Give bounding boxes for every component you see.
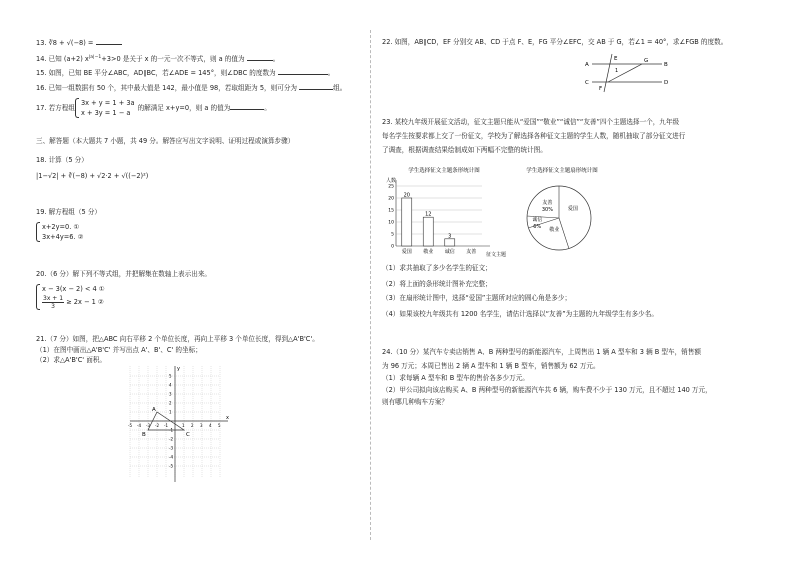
vertex-a-label: A [152, 407, 156, 413]
question-14: 14. 已知 (a+2) $x^{|a|-1}+3>0$ 是关于 x 的一元一次不等式，则 a 的值为 。 [36, 55, 280, 64]
section-three-heading: 三、解答题（本大题共 7 小题，共 49 分。解答应写出文字说明、证明过程或演算步骤） [36, 137, 295, 145]
question-24-line1: 24.（10 分）某汽车专卖店销售 A、B 两种型号的新能源汽车，上周售出 1 辆 A 型车和 3 辆 B 型车，销售额 [382, 348, 701, 356]
pie-chart [517, 166, 607, 258]
question-18-expr: |1−√2| + ∛(−8) + √2·2 + √((−2)²) [36, 172, 149, 180]
category-label: 敬业 [423, 249, 434, 255]
vertex-c-label: C [186, 432, 190, 438]
category-label: 爱国 [401, 249, 412, 255]
y-axis-label: y [177, 366, 180, 372]
y-tick-label: 0 [391, 244, 394, 250]
pie-chart-title: 学生选择征文主题扇形统计图 [526, 168, 598, 174]
question-23-sub4: （4）如果该校九年级共有 1200 名学生，请估计选择以“友善”为主题的九年级学生有多少名。 [382, 310, 658, 318]
question-20-system: x − 3(x − 2) < 4 ① $\frac{3x + 1}{3}$ ≥ 2x − 1 ② [36, 284, 105, 310]
y-tick-label: 2 [169, 400, 172, 406]
label-angle-1: 1 [615, 68, 619, 74]
bar-chart [382, 166, 507, 258]
x-tick-label: -1 [164, 423, 168, 428]
y-tick-label: -3 [169, 445, 173, 451]
y-tick-label: 5 [391, 232, 394, 238]
answer-blank[interactable] [230, 103, 264, 110]
question-24-line2: 为 96 万元；本周已售出 2 辆 A 型车和 1 辆 B 型车，销售额为 62 万元。 [382, 362, 600, 370]
bar-data-label: 12 [425, 211, 432, 218]
answer-blank[interactable] [299, 83, 333, 90]
x-tick-label: -3 [146, 423, 150, 428]
answer-blank[interactable] [247, 54, 273, 61]
bar [402, 198, 412, 246]
question-23-sub3: （3）在扇形统计图中，选择“爱国”主题所对应的圆心角是多少； [382, 294, 572, 302]
question-23-line3: 了调查，根据调查结果绘制成如下两幅不完整的统计图。 [382, 146, 547, 154]
question-21-sub2: （2）求△A'B'C' 面积。 [36, 356, 107, 364]
question-21-sub1: （1）在图中画出△A'B'C' 并写出点 A'、B'、C' 的坐标； [36, 346, 202, 354]
question-24-line5: 则有哪几种购车方案？ [382, 398, 448, 406]
pie-slice-label: 诚信 [532, 217, 543, 224]
y-tick-label: 4 [169, 382, 172, 388]
pie-slice-value: 6% [533, 224, 542, 231]
question-13: 13. ∛8 + √(−8) = [36, 38, 122, 48]
y-tick-label: 25 [388, 184, 394, 190]
y-tick-label: -4 [169, 454, 173, 460]
question-21-title: 21.（7 分）如图，把△ABC 向右平移 2 个单位长度，再向上平移 3 个单位长度，得到△A'B'C'。 [36, 335, 319, 343]
label-g: G [644, 58, 649, 64]
y-tick-label: 5 [169, 373, 172, 379]
x-tick-label: -2 [155, 423, 159, 428]
label-b: B [664, 62, 668, 68]
bar-chart-ylabel: 人数 [386, 178, 397, 184]
bar-chart-xlabel: 征文主题 [486, 252, 507, 258]
label-c: C [585, 80, 589, 86]
brace [36, 222, 40, 242]
line-ef [604, 54, 612, 92]
bar-data-label: 3 [448, 233, 452, 240]
question-18-title: 18. 计算（5 分） [36, 156, 88, 164]
x-tick-label: 1 [182, 423, 185, 428]
x-axis-label: x [226, 415, 229, 421]
y-tick-label: -5 [169, 463, 173, 469]
label-a: A [585, 62, 589, 68]
question-23-sub2: （2）将上面的条形统计图补充完整； [382, 280, 492, 288]
y-tick-label: 20 [388, 196, 394, 202]
question-24-line4: （2）甲公司拟向该店购买 A、B 两种型号的新能源汽车共 6 辆，购车费不少于 130 万元，且不超过 140 万元， [382, 386, 712, 394]
question-24-line3: （1）求每辆 A 型车和 B 型车的售价各多少万元。 [382, 374, 529, 382]
label-d: D [664, 80, 669, 86]
bar-chart-title: 学生选择征文主题条形统计图 [408, 168, 480, 174]
answer-blank[interactable] [278, 68, 328, 75]
coordinate-grid [128, 364, 230, 484]
x-tick-label: 4 [209, 423, 212, 428]
question-19-title: 19. 解方程组（5 分） [36, 208, 102, 216]
line-fg [608, 64, 642, 82]
vertex-b-label: B [142, 432, 146, 438]
pie-slice-label: 友善 [542, 200, 553, 207]
x-tick-label: 3 [200, 423, 203, 428]
bar [423, 217, 433, 246]
x-tick-label: -5 [128, 423, 132, 428]
brace [36, 284, 40, 310]
y-tick-label: 10 [388, 220, 394, 226]
y-tick-label: 15 [388, 208, 394, 214]
question-22: 22. 如图，AB∥CD，EF 分别交 AB、CD 于点 F、E，FG 平分∠EFC，交 AB 于 G，若∠1 = 40°，求∠FGB 的度数。 [382, 38, 728, 46]
question-23-line2: 每名学生按要求都上交了一份征文，学校为了解选择各种征文主题的学生人数，随机抽取了部分征文进行 [382, 132, 686, 140]
answer-blank[interactable] [96, 38, 122, 45]
question-23-sub1: （1）求共抽取了多少名学生的征文； [382, 264, 492, 272]
brace [75, 98, 79, 118]
pie-slice-label: 敬业 [549, 227, 560, 234]
question-17: 17. 若方程组 3x + y = 1 + 3a x + 3y = 1 − a 的解满足 x+y=0，则 a 的值为 。 [36, 99, 271, 117]
label-e: E [614, 56, 618, 62]
y-tick-label: 3 [169, 391, 172, 397]
label-f: F [599, 86, 603, 92]
bar-data-label: 20 [403, 192, 410, 199]
question-16: 16. 已知一组数据有 50 个，其中最大值是 142，最小值是 98，若取组距为 5，则可分为 组。 [36, 84, 347, 92]
question-19-system: x+2y=0. ① 3x+4y=6. ② [36, 222, 84, 242]
column-divider [370, 30, 371, 540]
y-tick-label: 1 [169, 409, 172, 415]
pie-slice-label: 爱国 [567, 206, 578, 212]
fraction: $\frac{3x + 1}{3}$ [43, 294, 64, 310]
equation-system: 3x + y = 1 + 3a x + 3y = 1 − a [80, 99, 135, 117]
y-tick-label: -1 [169, 427, 173, 433]
y-tick-label: -2 [169, 436, 173, 442]
x-tick-label: 2 [191, 423, 194, 428]
x-tick-label: 5 [218, 423, 221, 428]
category-label: 友善 [466, 249, 477, 255]
question-15: 15. 如图，已知 BE 平分∠ABC，AD∥BC，若∠ADE = 145°，则∠DBC 的度数为 。 [36, 69, 335, 77]
category-label: 诚信 [444, 249, 455, 255]
bar [445, 239, 455, 246]
parallel-lines-figure [582, 52, 672, 94]
x-tick-label: -4 [137, 423, 141, 428]
question-20-title: 20.（6 分）解下列不等式组，并把解集在数轴上表示出来。 [36, 270, 212, 278]
pie-slice-value: 30% [541, 207, 553, 214]
question-23-line1: 23. 某校九年级开展征文活动，征文主题只能从“爱国”“敬业”“诚信”“友善”四个主题选择一个，九年级 [382, 118, 680, 126]
